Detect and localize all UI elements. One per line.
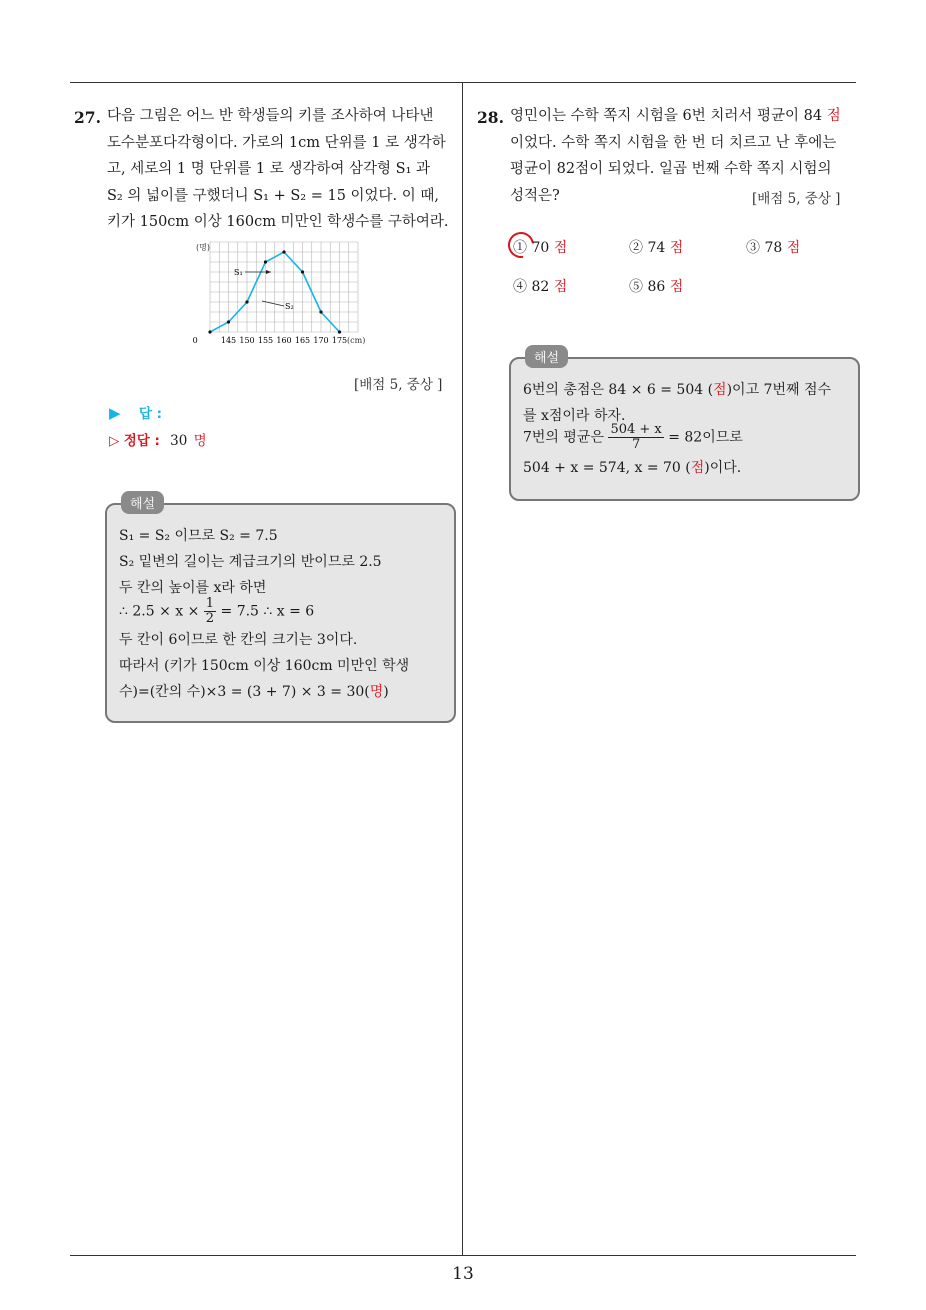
choice-2[interactable] (629, 237, 683, 257)
solution-line: S₂ 밑변의 길이는 계급크기의 반이므로 2.5 (119, 554, 382, 570)
q27-text (107, 103, 448, 236)
choice-1[interactable] (513, 237, 567, 257)
choice-unit: 점 (553, 240, 568, 256)
x-tick-label: 0 (192, 336, 198, 345)
choice-5[interactable] (629, 276, 683, 296)
solution-line: 두 칸의 높이를 x라 하면 (119, 580, 267, 596)
choice-unit: 점 (553, 279, 568, 295)
x-tick-label: 145 (220, 336, 237, 345)
q28-line: 성적은? (510, 187, 560, 204)
data-point (301, 270, 304, 273)
data-point (227, 320, 230, 323)
choice-value: 78 (764, 240, 783, 256)
correct-label: 정답 : (123, 433, 160, 449)
column-divider (462, 82, 463, 1255)
q27-meta: [배점 5, 중상 ] (354, 377, 443, 393)
fraction-numerator: 1 (205, 596, 215, 611)
solution-unit: 점 (713, 382, 727, 398)
y-axis-label: (명) (196, 243, 210, 252)
solution-text: 6번의 총점은 84 × 6 = 504 ( (523, 382, 714, 398)
data-point (282, 250, 285, 253)
q27-line: 키가 150cm 이상 160cm 미만인 학생수를 구하여라. (107, 214, 449, 230)
solution-text: 504 + x = 574, x = 70 ( (523, 460, 691, 476)
solution-text: ) (383, 684, 389, 700)
solution-line (523, 379, 831, 399)
x-tick-label: 175 (331, 336, 348, 345)
q27-correct-row (109, 429, 207, 449)
s1-label: S₁ (234, 268, 243, 277)
choice-mark: ③ (746, 240, 760, 256)
q27-line: 다음 그림은 어느 반 학생들의 키를 조사하여 나타낸 (107, 108, 434, 124)
q27-line: 도수분포다각형이다. 가로의 1cm 단위를 1 로 생각하 (107, 134, 446, 151)
choice-value: 74 (647, 240, 666, 256)
choice-3[interactable] (746, 237, 800, 257)
solution-unit: 점 (690, 460, 705, 476)
solution-text: 7번의 평균은 (523, 429, 609, 446)
choice-value: 70 (531, 240, 550, 256)
correct-value: 30 (170, 433, 188, 449)
solution-line (523, 457, 741, 477)
frequency-polygon-chart (190, 240, 380, 352)
fraction (608, 423, 663, 452)
correct-unit: 명 (193, 433, 207, 449)
fraction-numerator: 504 + x (610, 422, 662, 437)
x-tick-label: 170 (313, 336, 329, 345)
x-tick-label: 160 (276, 336, 292, 345)
q28-line: 이었다. 수학 쪽지 시험을 한 번 더 치르고 난 후에는 (510, 134, 837, 151)
q27-line: 고, 세로의 1 명 단위를 1 로 생각하여 삼각형 S₁ 과 (107, 161, 431, 177)
q28-line-unit: 점 (826, 108, 841, 124)
solution-tag: 해설 (121, 491, 164, 514)
data-point (208, 330, 211, 333)
q27-answer-row (109, 402, 162, 422)
fraction-denominator: 2 (205, 611, 215, 626)
solution-tag: 해설 (525, 345, 568, 368)
solution-line: 두 칸이 6이므로 한 칸의 크기는 3이다. (119, 632, 358, 648)
s2-annotation (262, 301, 294, 311)
solution-line: S₁ = S₂ 이므로 S₂ = 7.5 (119, 528, 278, 544)
solution-line: 따라서 (키가 150cm 이상 160cm 미만인 학생 (119, 658, 410, 674)
q27-number: 27. (74, 108, 101, 127)
data-point (264, 260, 267, 263)
choice-mark: ② (629, 240, 643, 256)
x-tick-label: 165 (294, 336, 311, 345)
fraction-denominator: 7 (631, 437, 641, 452)
solution-text: 수)=(칸의 수)×3 = (3 + 7) × 3 = 30( (119, 684, 370, 700)
q28-line-text: 영민이는 수학 쪽지 시험을 6번 치러서 평균이 84 (510, 108, 823, 124)
solution-text: )이고 7번째 점수 (726, 382, 831, 398)
x-tick-label: 150 (239, 336, 255, 345)
choice-unit: 점 (669, 240, 684, 256)
q28-line (510, 103, 841, 130)
q27-solution-box (105, 497, 456, 723)
triangle-outline-icon: ▷ (109, 433, 120, 449)
choice-mark: ④ (513, 279, 527, 295)
x-axis-label: (cm) (347, 336, 366, 345)
q27-line: S₂ 의 넓이를 구했더니 S₁ + S₂ = 15 이었다. 이 때, (107, 187, 439, 204)
play-arrow-icon: ▶ (109, 404, 121, 422)
choice-unit: 점 (786, 240, 801, 256)
bottom-rule (70, 1255, 856, 1256)
solution-line-fraction (523, 423, 743, 452)
s1-arrowhead (266, 270, 271, 274)
choice-mark: ⑤ (629, 279, 643, 295)
x-tick-label: 155 (257, 336, 274, 345)
solution-line (119, 681, 389, 701)
solution-unit: 명 (369, 684, 384, 700)
q28-meta: [배점 5, 중상 ] (752, 191, 841, 207)
solution-line: 를 x점이라 하자. (523, 408, 626, 424)
data-point (245, 300, 248, 303)
top-rule (70, 82, 856, 83)
x-tick-labels (193, 336, 347, 345)
s2-label: S₂ (285, 302, 294, 311)
solution-line-fraction (119, 597, 314, 626)
solution-text: )이다. (704, 460, 742, 476)
solution-text: = 7.5 ∴ x = 6 (216, 603, 315, 620)
data-point (319, 310, 322, 313)
q28-line: 평균이 82점이 되었다. 일곱 번째 수학 쪽지 시험의 (510, 161, 832, 177)
choice-mark: ① (513, 240, 527, 256)
answer-label: 답 : (138, 406, 162, 422)
choice-4[interactable] (513, 276, 567, 296)
solution-text: = 82이므로 (663, 429, 743, 446)
choice-unit: 점 (669, 279, 684, 295)
solution-text: ∴ 2.5 × x × (119, 603, 204, 620)
q28-solution-box (509, 351, 860, 501)
q28-number: 28. (477, 108, 504, 127)
page-number: 13 (452, 1264, 474, 1284)
data-point (338, 330, 341, 333)
choice-value: 82 (531, 279, 550, 295)
choice-value: 86 (647, 279, 666, 295)
fraction (204, 597, 216, 626)
